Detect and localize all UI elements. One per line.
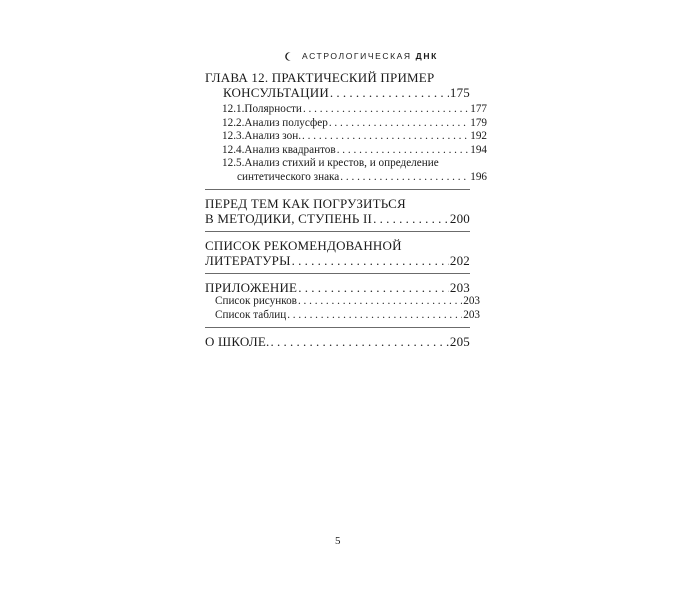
section-divider — [205, 231, 470, 232]
toc-entry-title: 12.3.Анализ зон. — [222, 130, 302, 142]
toc-entry-title: ПЕРЕД ТЕМ КАК ПОГРУЗИТЬСЯ — [205, 196, 406, 211]
toc-page-number: 202 — [449, 253, 470, 268]
toc-entry-title: 12.4.Анализ квадрантов — [222, 143, 336, 156]
toc-entry-12-3[interactable] — [205, 130, 487, 144]
toc-page-number: 177 — [470, 103, 487, 115]
section-divider — [205, 189, 470, 190]
leader-dots — [298, 280, 449, 295]
leader-dots — [287, 309, 462, 323]
leader-dots — [292, 253, 449, 268]
toc-page-number: 200 — [449, 211, 470, 226]
toc-entry-12-5[interactable] — [205, 157, 487, 184]
toc-page-number: 179 — [470, 116, 487, 129]
toc-entry-figures-list[interactable] — [205, 295, 480, 309]
toc-entry-title: 12.5.Анализ стихий и крестов, и определение — [222, 157, 439, 169]
toc-entry-title: Список таблиц — [215, 308, 287, 321]
toc-page-number: 203 — [449, 280, 470, 295]
toc-entry-title: ПРИЛОЖЕНИЕ — [205, 280, 298, 295]
toc-page-number: 203 — [463, 308, 480, 321]
toc-page-number: 194 — [470, 143, 487, 156]
toc-entry-about-school[interactable] — [205, 334, 470, 349]
toc-entry-title: ГЛАВА 12. ПРАКТИЧЕСКИЙ ПРИМЕР — [205, 70, 435, 85]
running-head-title: АСТРОЛОГИЧЕСКАЯ — [302, 51, 412, 61]
leader-dots — [302, 130, 469, 144]
toc-entry-line — [205, 85, 470, 100]
toc-entry-before-methods[interactable] — [205, 196, 470, 226]
toc-entry-appendix[interactable] — [205, 280, 470, 295]
toc-page-number: 192 — [470, 130, 487, 142]
toc-entry-title-continued: ЛИТЕРАТУРЫ — [205, 253, 291, 268]
leader-dots — [298, 295, 462, 309]
toc-entry-title-continued: КОНСУЛЬТАЦИИ — [223, 85, 329, 100]
toc-page-number: 196 — [470, 170, 487, 183]
leader-dots — [337, 144, 470, 158]
section-divider — [205, 273, 470, 274]
toc-entry-12-2[interactable] — [205, 117, 487, 131]
toc-entry-literature[interactable] — [205, 238, 470, 268]
leader-dots — [340, 171, 469, 185]
section-divider — [205, 327, 470, 328]
toc-page-number: 205 — [449, 334, 470, 349]
crescent-moon-icon — [285, 52, 294, 61]
toc-entry-title: Список рисунков — [215, 295, 297, 307]
running-head-title-strong: ДНК — [415, 51, 438, 61]
leader-dots — [270, 334, 448, 349]
running-head — [285, 51, 438, 61]
toc-entry-chapter-12[interactable] — [205, 70, 470, 100]
leader-dots — [303, 103, 469, 117]
leader-dots — [329, 117, 469, 131]
leader-dots — [330, 85, 449, 100]
toc-entry-tables-list[interactable] — [205, 309, 480, 323]
leader-dots — [373, 211, 449, 226]
toc-page-number: 203 — [463, 295, 480, 307]
page-number: 5 — [335, 535, 341, 547]
toc-entry-12-1[interactable] — [205, 103, 487, 117]
toc-entry-12-4[interactable] — [205, 144, 487, 158]
toc-page-number: 175 — [449, 85, 470, 100]
toc-entry-title-continued: В МЕТОДИКИ, СТУПЕНЬ II — [205, 211, 373, 226]
table-of-contents — [205, 70, 487, 349]
toc-entry-title: 12.2.Анализ полусфер — [222, 116, 328, 129]
toc-entry-title: 12.1.Полярности — [222, 103, 302, 115]
toc-entry-title-continued: синтетического знака — [237, 170, 340, 183]
toc-entry-title: О ШКОЛЕ. — [205, 334, 270, 349]
toc-entry-line — [205, 70, 470, 85]
toc-entry-title: СПИСОК РЕКОМЕНДОВАННОЙ — [205, 238, 402, 253]
